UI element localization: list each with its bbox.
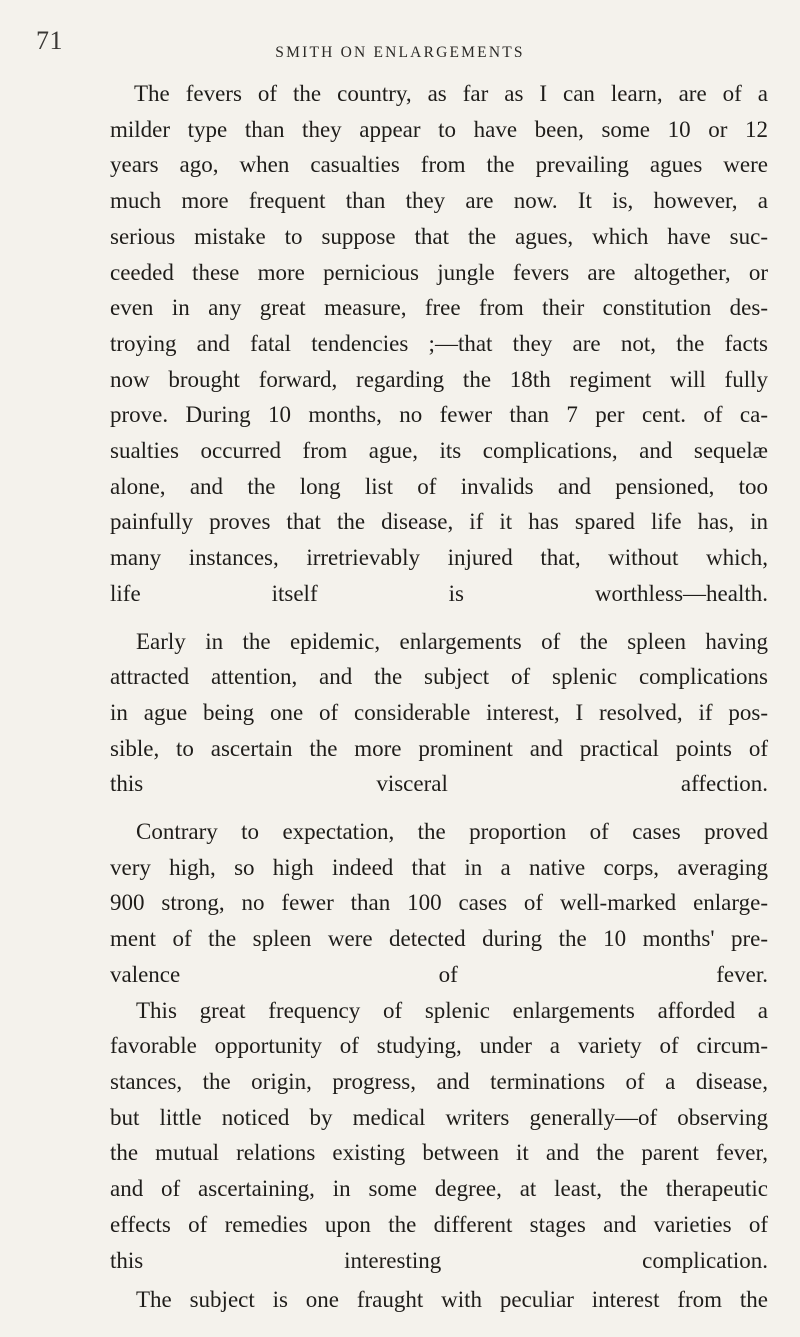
text-line: prove. During 10 months, no fewer than 7 per cent. of ca- <box>110 402 768 428</box>
text-line: The fevers of the country, as far as I can learn, are of a <box>134 81 768 106</box>
text-line: much more frequent than they are now. It is, however, a <box>110 188 768 214</box>
paragraph-3 <box>110 814 768 993</box>
text-line: effects of remedies upon the different stages and varieties of <box>110 1211 768 1237</box>
text-line: very high, so high indeed that in a native corps, averaging <box>110 854 768 880</box>
body-text <box>110 76 768 1318</box>
page-number: 71 <box>36 26 63 55</box>
text-line: sible, to ascertain the more prominent and practical points of <box>110 735 768 761</box>
running-head: SMITH ON ENLARGEMENTS <box>275 44 525 61</box>
text-line: alone, and the long list of invalids and pensioned, too <box>110 473 768 499</box>
paragraph-2 <box>110 624 768 803</box>
text-line: and of ascertaining, in some degree, at least, the therapeutic <box>110 1176 768 1202</box>
text-line: favorable opportunity of studying, under a variety of circum- <box>110 1033 768 1059</box>
text-line: the mutual relations existing between it and the parent fever, <box>110 1140 768 1166</box>
text-line: ceeded these more pernicious jungle fevers are altogether, or <box>110 259 768 285</box>
text-line: 900 strong, no fewer than 100 cases of well-marked enlarge- <box>110 890 768 916</box>
text-line: stances, the origin, progress, and terminations of a disease, <box>110 1068 768 1094</box>
text-line: this interesting complication. <box>110 1247 768 1273</box>
text-line: The subject is one fraught with peculiar interest from the <box>136 1287 768 1313</box>
text-line: painfully proves that the disease, if it has spared life has, in <box>110 509 768 535</box>
page-header <box>0 26 800 61</box>
paragraph-1 <box>110 76 768 612</box>
text-line: This great frequency of splenic enlargements afforded a <box>136 997 768 1023</box>
paragraph-4 <box>110 993 768 1279</box>
text-line: ment of the spleen were detected during the 10 months' pre- <box>110 926 768 952</box>
text-line: life itself is worthless—health. <box>110 580 768 606</box>
text-line: troying and fatal tendencies ;—that they are not, the facts <box>110 330 768 356</box>
text-line: in ague being one of considerable interest, I resolved, if pos- <box>110 699 768 725</box>
text-line: this visceral affection. <box>110 771 768 797</box>
text-line: even in any great measure, free from their constitution des- <box>110 295 768 321</box>
text-line: Contrary to expectation, the proportion of cases proved <box>136 819 768 845</box>
text-line: valence of fever. <box>110 961 768 987</box>
text-line: years ago, when casualties from the prevailing agues were <box>110 152 768 178</box>
paragraph-5 <box>110 1282 768 1318</box>
text-line: but little noticed by medical writers generally—of observing <box>110 1104 768 1130</box>
text-line: milder type than they appear to have been, some 10 or 12 <box>110 116 768 142</box>
text-line: sualties occurred from ague, its complications, and sequelæ <box>110 438 768 464</box>
text-line: many instances, irretrievably injured that, without which, <box>110 545 768 571</box>
text-line: now brought forward, regarding the 18th regiment will fully <box>110 366 768 392</box>
text-line: serious mistake to suppose that the agues, which have suc- <box>110 223 768 249</box>
text-line: attracted attention, and the subject of splenic complications <box>110 664 768 690</box>
text-line: Early in the epidemic, enlargements of the spleen having <box>136 628 768 654</box>
